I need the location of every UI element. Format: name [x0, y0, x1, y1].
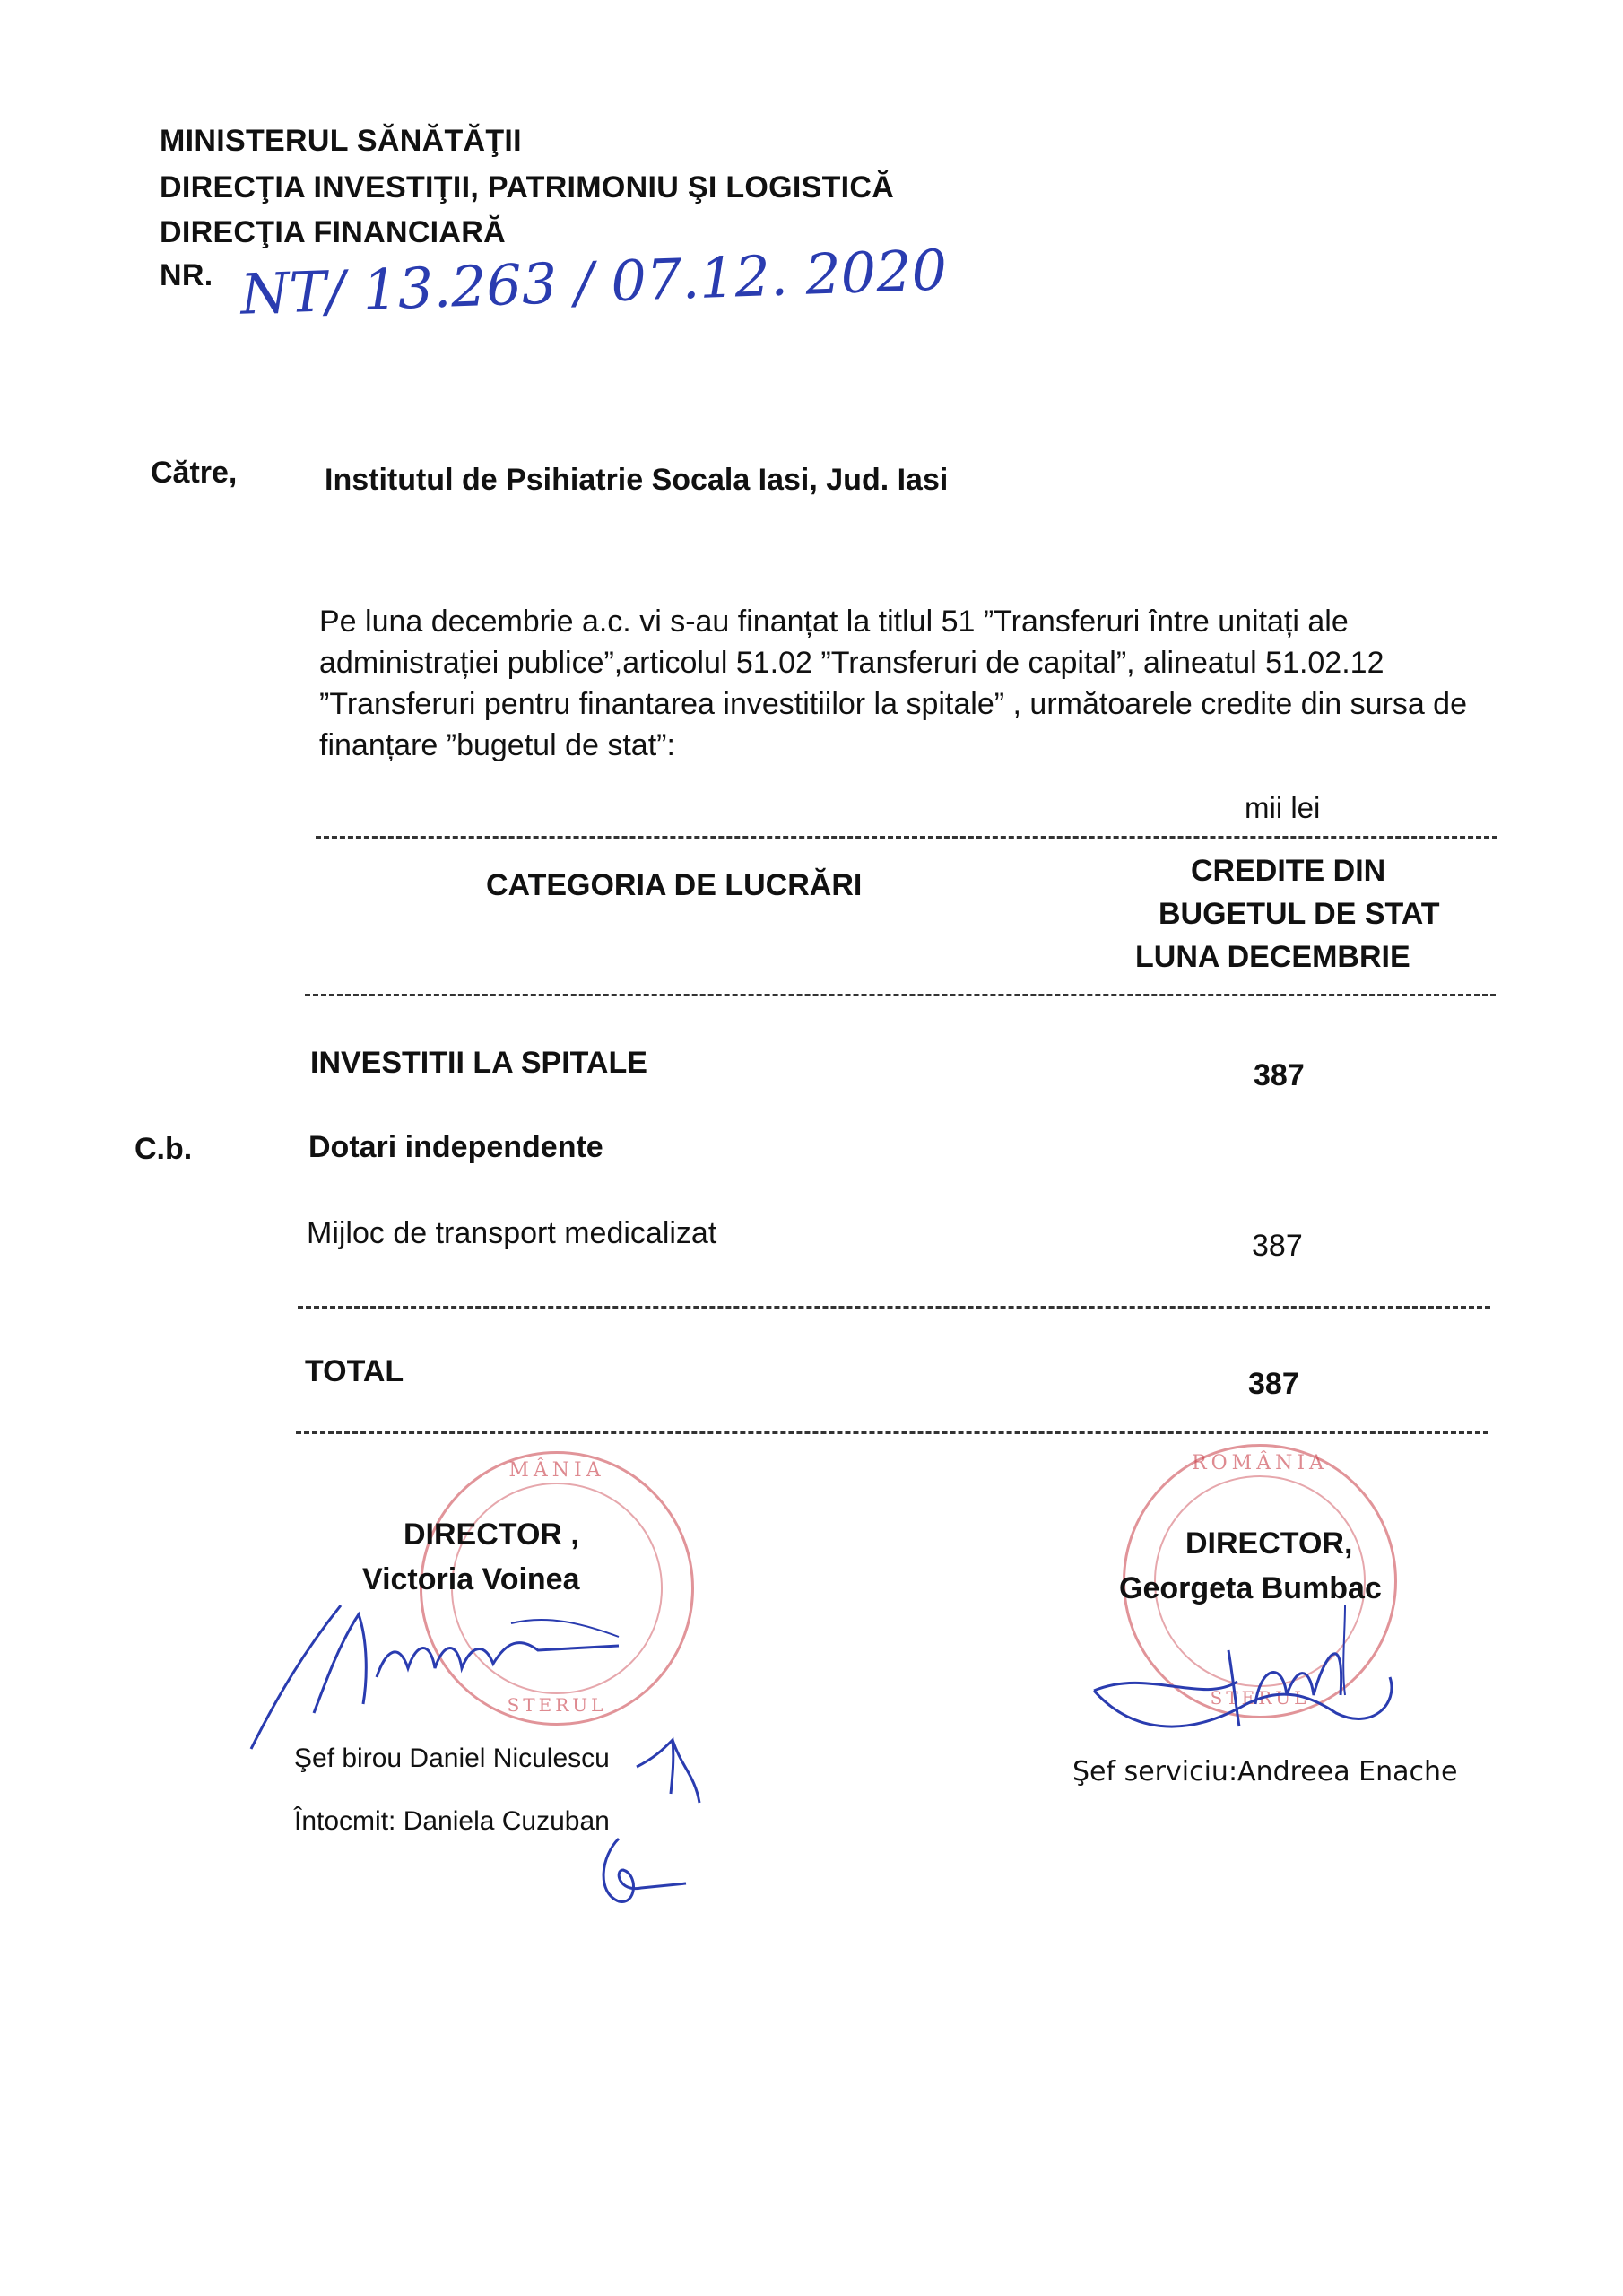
column-header-credits-line3: LUNA DECEMBRIE [1135, 940, 1410, 974]
column-header-credits-line2: BUGETUL DE STAT [1159, 897, 1440, 931]
unit-label: mii lei [1245, 791, 1321, 824]
head-of-office: Şef birou Daniel Niculescu [294, 1744, 610, 1773]
column-header-category: CATEGORIA DE LUCRĂRI [486, 868, 863, 902]
total-value: 387 [1248, 1367, 1299, 1401]
directorate-investments: DIRECŢIA INVESTIŢII, PATRIMONIU ŞI LOGISTICĂ [160, 170, 895, 204]
recipient-label: Către, [151, 456, 238, 490]
prepared-by-initials [583, 1821, 699, 1919]
right-director-title: DIRECTOR, [1185, 1526, 1353, 1561]
left-director-signature [242, 1587, 655, 1758]
registration-number-label: NR. [160, 258, 213, 292]
table-top-rule [316, 836, 1497, 839]
table-bottom-rule [296, 1431, 1488, 1434]
head-of-service: Şef serviciu:Andreea Enache [1072, 1756, 1458, 1787]
head-of-office-initials [610, 1704, 717, 1812]
ministry-name: MINISTERUL SĂNĂTĂŢII [160, 124, 522, 158]
table-header-rule [305, 994, 1496, 996]
left-official-stamp: MÂNIA STERUL [420, 1451, 694, 1726]
right-director-name: Georgeta Bumbac [1119, 1571, 1382, 1605]
right-official-stamp: ROMÂNIA STERUL [1123, 1444, 1397, 1718]
left-director-name: Victoria Voinea [362, 1562, 580, 1596]
right-director-signature [1076, 1596, 1417, 1758]
directorate-financial: DIRECŢIA FINANCIARĂ [160, 215, 506, 249]
total-label: TOTAL [305, 1354, 404, 1388]
recipient-name: Institutul de Psihiatrie Socala Iasi, Jud. Iasi [325, 463, 949, 497]
item-value: 387 [1252, 1229, 1303, 1263]
prepared-by: Întocmit: Daniela Cuzuban [294, 1806, 610, 1836]
cb-code: C.b. [135, 1132, 193, 1166]
item-label: Mijloc de transport medicalizat [307, 1216, 717, 1250]
section-value: 387 [1254, 1058, 1305, 1092]
registration-number-handwritten: NT/ 13.263 / 07.12. 2020 [239, 237, 949, 327]
column-header-credits-line1: CREDITE DIN [1191, 854, 1386, 888]
cb-title: Dotari independente [308, 1130, 603, 1164]
funding-paragraph: Pe luna decembrie a.c. vi s-au finanțat la titlul 51 ”Transferuri între unitați ale administrației publice”,articolul 51.02 ”Transferuri de capital”, alineatul 51.02.12 ”Transferuri pentru finantarea investitiilor la spitale” , următoarele credite din sursa de finanțare ”bugetul de stat”: [319, 604, 1467, 762]
section-label: INVESTITII LA SPITALE [310, 1046, 647, 1080]
left-director-title: DIRECTOR , [404, 1518, 579, 1552]
table-item-rule [298, 1306, 1490, 1309]
